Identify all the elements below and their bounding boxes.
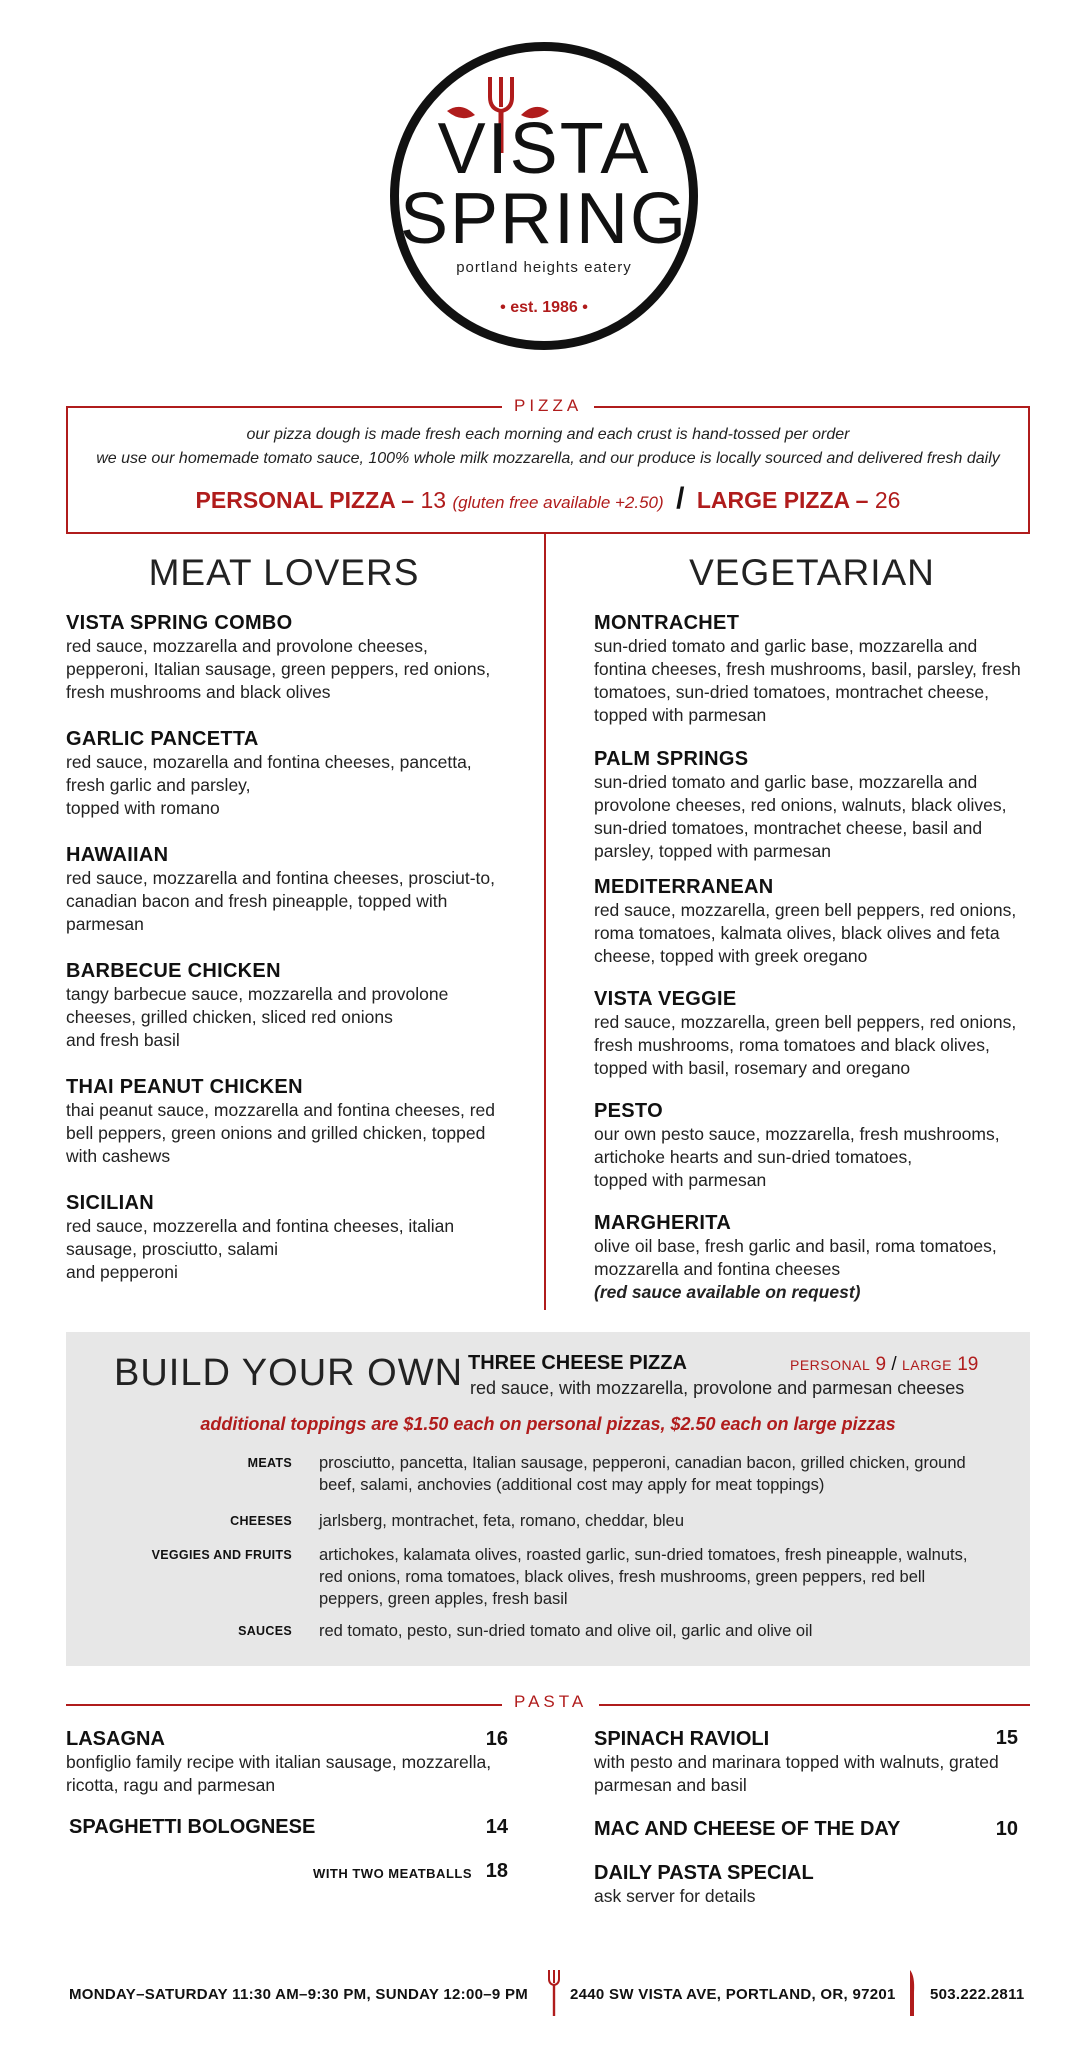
- pasta-desc: with pesto and marinara topped with walnuts, grated parmesan and basil: [594, 1752, 999, 1795]
- item-name: SICILIAN: [66, 1192, 154, 1214]
- pasta-item: [594, 1862, 1014, 1908]
- pasta-name: LASAGNA: [66, 1728, 165, 1750]
- item-name: VISTA SPRING COMBO: [66, 612, 293, 634]
- pasta-item: [66, 1728, 510, 1797]
- item-desc-line: and fresh basil: [66, 1030, 180, 1050]
- pasta-name: SPINACH RAVIOLI: [594, 1728, 770, 1750]
- item-desc-line: and pepperoni: [66, 1262, 178, 1282]
- toppings-note: additional toppings are $1.50 each on personal pizzas, $2.50 each on large pizzas: [200, 1414, 896, 1434]
- footer-address: 2440 SW VISTA AVE, PORTLAND, OR, 97201: [570, 1986, 896, 2003]
- three-cheese-name: THREE CHEESE PIZZA: [468, 1352, 687, 1374]
- pizza-prices: [68, 482, 1028, 516]
- veg-item: [594, 988, 1034, 1080]
- pasta-desc: bonfiglio family recipe with italian sausage, mozzarella, ricotta, ragu and parmesan: [66, 1752, 492, 1795]
- price-separator: /: [676, 482, 685, 515]
- item-name: MONTRACHET: [594, 612, 740, 634]
- large-pizza-label: LARGE PIZZA –: [696, 487, 869, 513]
- large-pizza-price: 26: [874, 487, 901, 513]
- gluten-free-note: (gluten free available +2.50): [452, 493, 664, 512]
- item-name: MARGHERITA: [594, 1212, 732, 1234]
- item-desc: sun-dried tomato and garlic base, mozzarella and provolone cheeses, red onions, walnuts, black olives, sun-dried tomatoes, montrachet cheese, basil and parsley, topped with parmesan: [594, 772, 1007, 861]
- pasta-price: 14: [485, 1816, 508, 1838]
- meat-lovers-heading: MEAT LOVERS: [148, 552, 420, 593]
- fork-icon: [546, 1968, 562, 2018]
- item-desc: red sauce, mozzarella and fontina cheeses, prosciut-to, canadian bacon and fresh pineapple, topped with parmesan: [66, 868, 495, 934]
- logo: [390, 42, 698, 350]
- item-desc: sun-dried tomato and garlic base, mozzarella and fontina cheeses, fresh mushrooms, basil, parsley, fresh tomatoes, sun-dried tomatoes, montrachet cheese, topped with parmesan: [594, 636, 1021, 725]
- pasta-name: DAILY PASTA SPECIAL: [594, 1862, 814, 1884]
- meatballs-label: WITH TWO MEATBALLS: [313, 1866, 472, 1881]
- pasta-name: SPAGHETTI BOLOGNESE: [69, 1816, 316, 1838]
- item-desc: red sauce, mozarella and fontina cheeses, pancetta, fresh garlic and parsley,: [66, 752, 472, 795]
- item-name: PESTO: [594, 1100, 663, 1122]
- logo-line-1: VISTA: [437, 109, 651, 189]
- veg-item: [594, 876, 1034, 968]
- meatballs-price: 18: [485, 1860, 508, 1882]
- meat-item: [66, 960, 506, 1052]
- personal-price: 9: [875, 1354, 887, 1375]
- pasta-price: 10: [995, 1818, 1018, 1840]
- pasta-item: [594, 1728, 1014, 1797]
- three-cheese-desc: red sauce, with mozzarella, provolone and parmesan cheeses: [470, 1378, 965, 1398]
- three-cheese-prices: [790, 1354, 978, 1376]
- veg-item: [594, 1100, 1034, 1192]
- pizza-note-1: our pizza dough is made fresh each morning and each crust is hand-tossed per order: [246, 426, 850, 443]
- item-name: HAWAIIAN: [66, 844, 169, 866]
- item-desc: olive oil base, fresh garlic and basil, roma tomatoes, mozzarella and fontina cheeses: [594, 1236, 997, 1279]
- topping-label-meats: MEATS: [247, 1456, 292, 1470]
- item-name: VISTA VEGGIE: [594, 988, 737, 1010]
- item-desc: red sauce, mozzerella and fontina cheeses, italian sausage, prosciutto, salami: [66, 1216, 455, 1259]
- pasta-name: MAC AND CHEESE OF THE DAY: [594, 1818, 901, 1840]
- meat-item: [66, 1192, 506, 1284]
- veg-item: [594, 1212, 1034, 1304]
- topping-text-veggies: artichokes, kalamata olives, roasted garlic, sun-dried tomatoes, fresh pineapple, walnuts, red onions, roma tomatoes, black olives, fresh mushrooms, green peppers, red bell peppers, green apples, fresh basil: [319, 1546, 968, 1608]
- personal-label: PERSONAL: [790, 1357, 871, 1373]
- item-desc-line: topped with parmesan: [594, 1170, 767, 1190]
- item-desc: our own pesto sauce, mozzarella, fresh mushrooms, artichoke hearts and sun-dried tomatoes,: [594, 1124, 1000, 1167]
- item-name: MEDITERRANEAN: [594, 876, 774, 898]
- personal-pizza-price: 13: [420, 487, 447, 513]
- pizza-info-box: [66, 396, 1030, 534]
- pasta-desc: ask server for details: [594, 1886, 756, 1906]
- topping-text-sauces: red tomato, pesto, sun-dried tomato and olive oil, garlic and olive oil: [319, 1622, 813, 1640]
- veg-item: [594, 748, 1034, 863]
- large-label: LARGE: [901, 1357, 952, 1373]
- item-desc: red sauce, mozzarella, green bell peppers, red onions, roma tomatoes, kalmata olives, black olives and feta cheese, topped with greek oregano: [594, 900, 1017, 966]
- meat-item: [66, 728, 506, 820]
- large-price: 19: [957, 1354, 979, 1375]
- item-desc: red sauce, mozzarella, green bell peppers, red onions, fresh mushrooms, roma tomatoes and black olives, topped with basil, rosemary and oregano: [594, 1012, 1017, 1078]
- topping-label-cheeses: CHEESES: [230, 1514, 292, 1528]
- personal-pizza-label: PERSONAL PIZZA –: [195, 487, 415, 513]
- item-desc: tangy barbecue sauce, mozzarella and provolone cheeses, grilled chicken, sliced red onions: [66, 984, 449, 1027]
- footer-hours: MONDAY–SATURDAY 11:30 AM–9:30 PM, SUNDAY 12:00–9 PM: [69, 1986, 529, 2003]
- price-separator: /: [891, 1354, 897, 1375]
- pasta-price: 15: [995, 1727, 1018, 1749]
- item-desc-line: topped with romano: [66, 798, 220, 818]
- meat-item: [66, 844, 506, 936]
- footer-phone: 503.222.2811: [930, 1986, 1025, 2003]
- item-note: (red sauce available on request): [594, 1282, 861, 1302]
- pasta-price: 16: [485, 1728, 508, 1750]
- topping-label-veggies: VEGGIES AND FRUITS: [151, 1548, 292, 1562]
- column-divider: [544, 534, 546, 1310]
- item-name: GARLIC PANCETTA: [66, 728, 259, 750]
- logo-est: • est. 1986 •: [500, 299, 588, 316]
- topping-label-sauces: SAUCES: [238, 1624, 292, 1638]
- pasta-section-label: PASTA: [502, 1692, 599, 1712]
- topping-text-meats: prosciutto, pancetta, Italian sausage, pepperoni, canadian bacon, grilled chicken, ground beef, salami, anchovies (additional cost may apply for meat toppings): [319, 1454, 966, 1494]
- veg-item: [594, 612, 1034, 727]
- item-desc: thai peanut sauce, mozzarella and fontina cheeses, red bell peppers, green onions and grilled chicken, topped with cashews: [66, 1100, 496, 1166]
- topping-text-cheeses: jarlsberg, montrachet, feta, romano, cheddar, bleu: [319, 1512, 685, 1530]
- meat-item: [66, 612, 506, 704]
- item-name: PALM SPRINGS: [594, 748, 749, 770]
- vegetarian-heading: VEGETARIAN: [689, 552, 935, 593]
- item-name: THAI PEANUT CHICKEN: [66, 1076, 303, 1098]
- byo-title: BUILD YOUR OWN: [114, 1352, 464, 1394]
- item-desc: red sauce, mozzarella and provolone cheeses, pepperoni, Italian sausage, green peppers, red onions, fresh mushrooms and black olives: [66, 636, 491, 702]
- meat-item: [66, 1076, 506, 1168]
- item-name: BARBECUE CHICKEN: [66, 960, 281, 982]
- pizza-section-label: PIZZA: [502, 396, 594, 416]
- logo-line-2: SPRING: [399, 179, 689, 259]
- pizza-note-2: we use our homemade tomato sauce, 100% whole milk mozzarella, and our produce is locally sourced and delivered fresh daily: [96, 450, 1000, 467]
- knife-icon: [906, 1968, 918, 2018]
- build-your-own-panel: [66, 1332, 1030, 1666]
- logo-tagline: portland heights eatery: [456, 259, 632, 276]
